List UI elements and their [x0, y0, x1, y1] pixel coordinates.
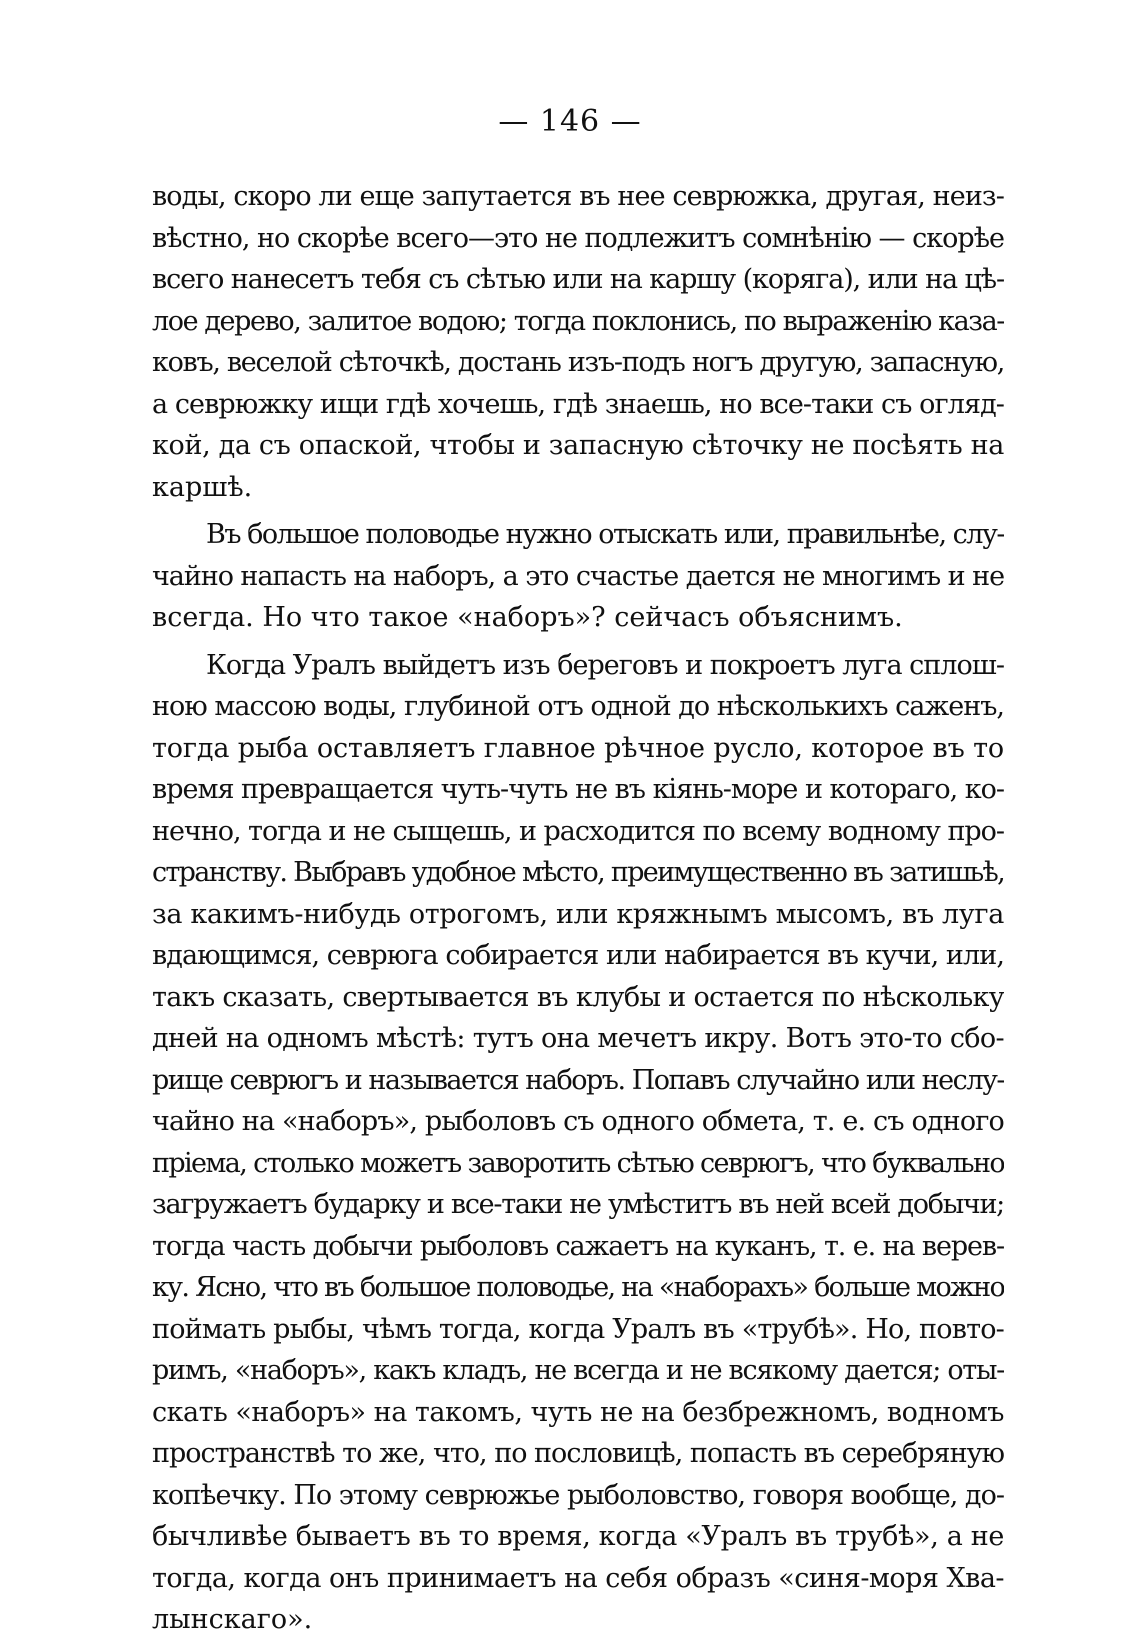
- text-line: дней на одномъ мѣстѣ: тутъ она мечетъ икру. Вотъ это-то сбо-: [152, 1023, 1004, 1054]
- text-line: скать «наборъ» на такомъ, чуть не на безбрежномъ, водномъ: [152, 1396, 1004, 1428]
- text-line: поймать рыбы, чѣмъ тогда, когда Уралъ въ «трубѣ». Но, повто-: [152, 1313, 1004, 1345]
- text-line: загружаетъ бударку и все-таки не умѣститъ въ ней всей добычи;: [152, 1189, 1004, 1220]
- page-number: — 146 —: [498, 104, 642, 139]
- text-line: тогда рыба оставляетъ главное рѣчное русло, которое въ то: [152, 732, 1004, 764]
- text-line: вѣстно, но скорѣе всего—это не подлежитъ сомнѣнію — скорѣе: [152, 222, 1004, 254]
- text-line: кой, да съ опаской, чтобы и запасную сѣточку не посѣять на: [152, 430, 1004, 461]
- text-line: нечно, тогда и не сыщешь, и расходится по всему водному про-: [152, 815, 1004, 847]
- text-line: чайно напасть на наборъ, а это счастье дается не многимъ и не: [152, 560, 1004, 592]
- text-line: лое дерево, залитое водою; тогда поклонись, по выраженію каза-: [152, 305, 1004, 337]
- text-line: странству. Выбравъ удобное мѣсто, преимущественно въ затишьѣ,: [152, 857, 1004, 888]
- text-line: Въ большое половодье нужно отыскать или, правильнѣе, слу-: [206, 519, 1004, 550]
- text-line: тогда часть добычи рыболовъ сажаетъ на куканъ, т. е. на верев-: [152, 1230, 1004, 1262]
- text-line: ку. Ясно, что въ большое половодье, на «наборахъ» больше можно: [152, 1272, 1004, 1303]
- text-line: вдающимся, севрюга собирается или набирается въ кучи, или,: [152, 940, 1004, 971]
- text-line: за какимъ-нибудь отрогомъ, или кряжнымъ мысомъ, въ луга: [152, 898, 1004, 930]
- text-line: пріема, столько можетъ заворотить сѣтью севрюгъ, что буквально: [152, 1147, 1004, 1179]
- text-line: а севрюжку ищи гдѣ хочешь, гдѣ знаешь, но все-таки съ огляд-: [152, 388, 1004, 420]
- body-text: [152, 176, 1004, 1641]
- text-line: ковъ, веселой сѣточкѣ, достань изъ-подъ ногъ другую, запасную,: [152, 347, 1004, 378]
- text-line: рище севрюгъ и называется наборъ. Попавъ случайно или неслу-: [152, 1064, 1004, 1096]
- text-line: Когда Уралъ выйдетъ изъ береговъ и покроетъ луга сплош-: [206, 649, 1004, 681]
- text-line: римъ, «наборъ», какъ кладъ, не всегда и не всякому дается; оты-: [152, 1355, 1004, 1386]
- text-line: ною массою воды, глубиной отъ одной до нѣсколькихъ саженъ,: [152, 691, 1004, 722]
- text-line: каршѣ.: [152, 471, 253, 503]
- text-line: всегда. Но что такое «наборъ»? сейчасъ объяснимъ.: [152, 602, 903, 633]
- text-line: такъ сказать, свертывается въ клубы и остается по нѣскольку: [152, 981, 1004, 1013]
- text-line: время превращается чуть-чуть не въ кіянь-море и котораго, ко-: [152, 774, 1004, 805]
- text-line: всего нанесетъ тебя съ сѣтью или на каршу (коряга), или на цѣ-: [152, 264, 1004, 295]
- text-line: лынскаго».: [152, 1604, 313, 1635]
- text-line: копѣечку. По этому севрюжье рыболовство, говоря вообще, до-: [152, 1479, 1004, 1511]
- text-line: чайно на «наборъ», рыболовъ съ одного обмета, т. е. съ одного: [152, 1106, 1004, 1137]
- text-line: воды, скоро ли еще запутается въ нее севрюжка, другая, неиз-: [152, 181, 1004, 212]
- text-line: тогда, когда онъ принимаетъ на себя образъ «синя-моря Хва-: [152, 1562, 1004, 1594]
- text-line: бычливѣе бываетъ въ то время, когда «Уралъ въ трубѣ», а не: [152, 1521, 1004, 1552]
- text-line: пространствѣ то же, что, по пословицѣ, попасть въ серебряную: [152, 1438, 1004, 1469]
